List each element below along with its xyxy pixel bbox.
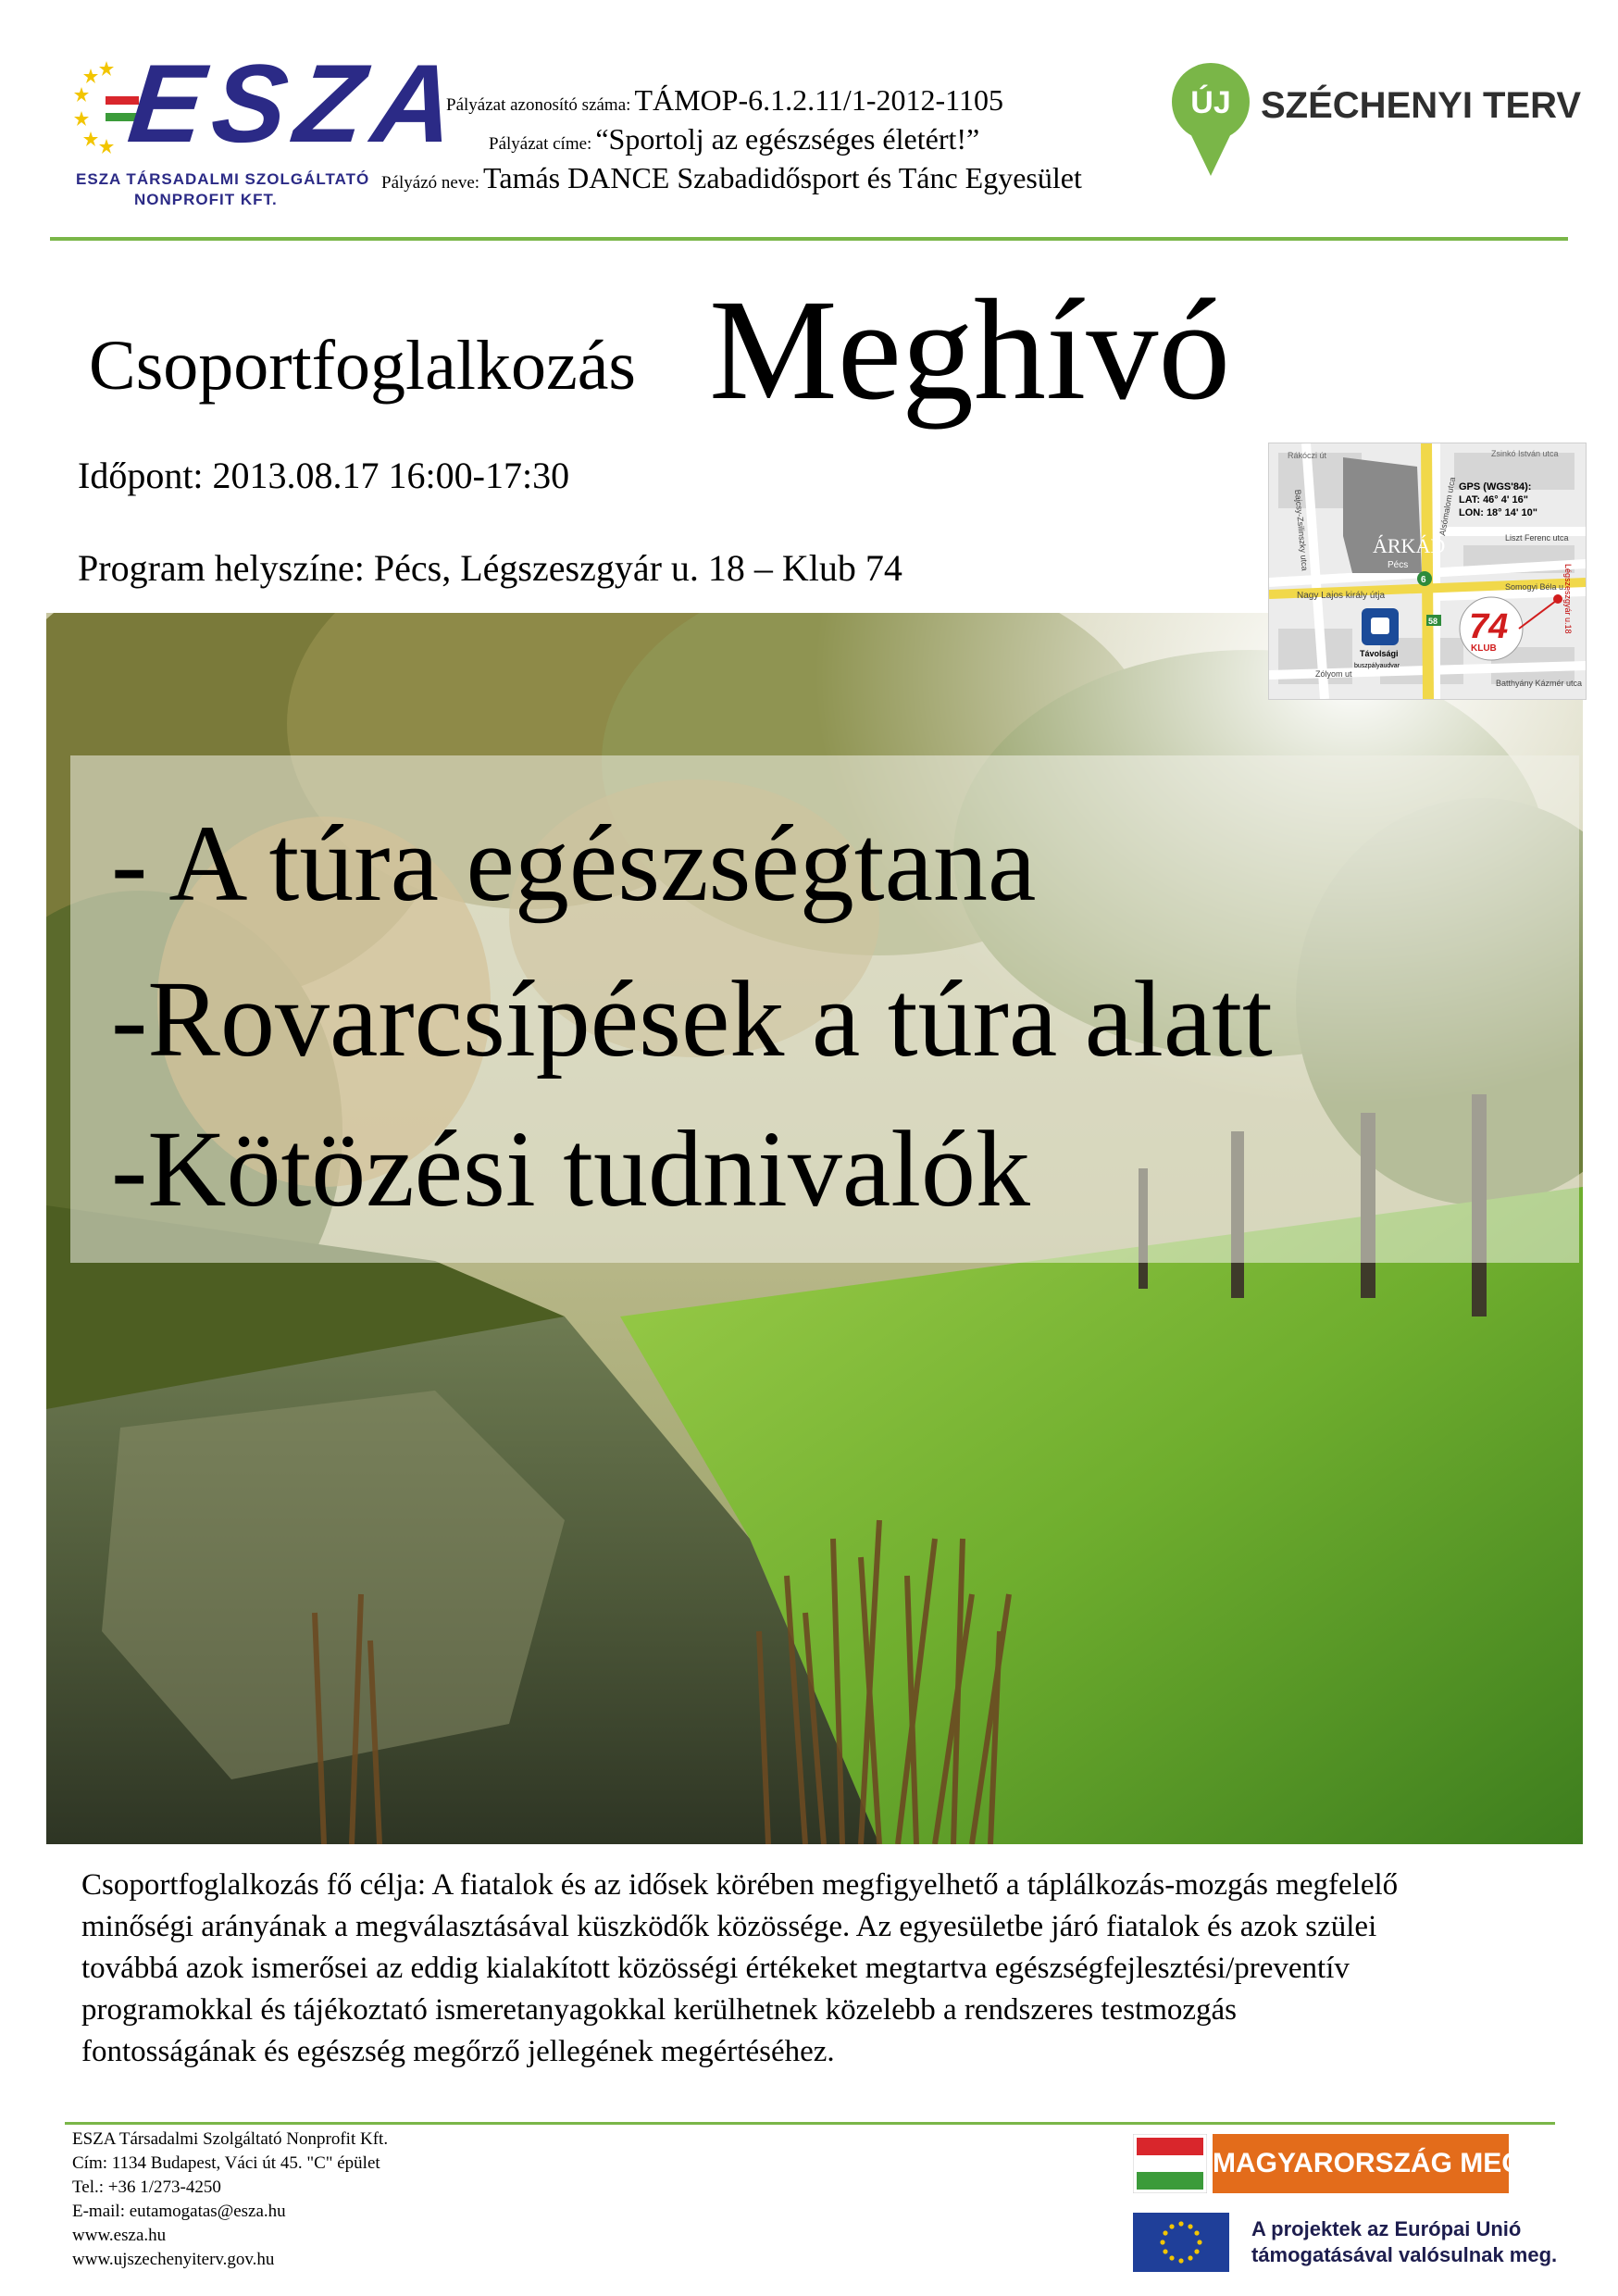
szechenyi-pin-text: ÚJ — [1190, 85, 1231, 120]
header-divider — [50, 237, 1568, 241]
title-small: Csoportfoglalkozás — [89, 327, 637, 405]
project-id-line — [446, 83, 1003, 118]
project-title-label: Pályázat címe: — [489, 134, 592, 154]
map-street-alsomalom: Alsómalom utca — [1438, 476, 1458, 537]
map-road-6: 6 — [1421, 575, 1426, 585]
esza-logo-subtitle-2: NONPROFIT KFT. — [134, 191, 278, 208]
map-street-somogyi: Somogyi Béla u. — [1505, 582, 1566, 592]
page-title: Meghívó — [709, 269, 1231, 430]
description-line: minőségi arányának a megválasztásával küszködők közössége. Az egyesületbe járó fiatalok és azok szülei — [81, 1910, 1377, 1943]
map-street-rakoczi: Rákóczi út — [1288, 451, 1327, 460]
project-title-line — [489, 122, 979, 156]
map-street-zsinko: Zsinkó István utca — [1491, 449, 1559, 458]
club-logo-number: 74 — [1469, 607, 1509, 646]
description-line: fontosságának és egészség megőrző jellegének megértéséhez. — [81, 2035, 835, 2068]
topic-item-1: - A túra egészségtana — [111, 803, 1037, 924]
applicant-label: Pályázó neve: — [381, 173, 480, 193]
map-street-zolyom: Zólyom ut — [1315, 669, 1352, 679]
map-bus-label: Távolsági — [1360, 649, 1399, 658]
esza-logo-text: ESZA — [122, 42, 470, 166]
map-road-58: 58 — [1428, 617, 1438, 626]
map-mall-sublabel: Pécs — [1388, 560, 1409, 570]
project-id-label: Pályázat azonosító száma: — [446, 95, 631, 115]
map-pin-icon — [1168, 59, 1253, 180]
location-map — [1268, 443, 1587, 700]
magyarorszag-megujul-banner: MAGYARORSZÁG MEGÚJUL — [1213, 2134, 1509, 2193]
map-gps-lon: LON: 18° 14' 10" — [1459, 507, 1537, 518]
event-time: Időpont: 2013.08.17 16:00-17:30 — [78, 455, 570, 496]
footer-website-szechenyi[interactable]: www.ujszechenyiterv.gov.hu — [72, 2250, 275, 2269]
topic-item-2: -Rovarcsípések a túra alatt — [111, 958, 1273, 1079]
description — [81, 1865, 1562, 2073]
topic-item-3: -Kötözési tudnivalók — [111, 1108, 1030, 1229]
map-street-nagy-lajos: Nagy Lajos király útja — [1297, 591, 1386, 601]
footer-website-esza[interactable]: www.esza.hu — [72, 2226, 167, 2245]
map-street-liszt: Liszt Ferenc utca — [1505, 533, 1569, 543]
eu-support-text — [1251, 2216, 1557, 2268]
eu-flag-icon — [1133, 2213, 1229, 2272]
footer-email[interactable]: E-mail: eutamogatas@esza.hu — [72, 2202, 286, 2221]
map-gps-title: GPS (WGS'84): — [1459, 481, 1532, 493]
map-street-batthyany: Batthyány Kázmér utca — [1496, 679, 1583, 688]
footer-org-name: ESZA Társadalmi Szolgáltató Nonprofit Kft. — [72, 2129, 389, 2149]
description-line: Csoportfoglalkozás fő célja: A fiatalok és az idősek körében megfigyelhető a táplálkozás-mozgás megfelelő — [81, 1868, 1399, 1902]
footer-phone: Tel.: +36 1/273-4250 — [72, 2177, 221, 2197]
hungarian-flag-icon — [1133, 2134, 1207, 2193]
footer-contact — [72, 2128, 388, 2272]
map-street-legszeszgyar: Légszeszgyár u.18 — [1563, 564, 1573, 634]
project-id-value: TÁMOP-6.1.2.11/1-2012-1105 — [634, 83, 1003, 117]
topics-panel — [70, 755, 1579, 1263]
map-mall-label: ÁRKÁD — [1373, 534, 1446, 557]
description-line: továbbá azok ismerősei az eddig kialakított közösségi értékeket megtartva egészségfejlesztési/preventív — [81, 1952, 1350, 1985]
club-logo-word: KLUB — [1471, 643, 1497, 654]
applicant-line — [381, 161, 1082, 195]
eu-support-line-2: támogatásával valósulnak meg. — [1251, 2243, 1558, 2266]
eu-support-line-1: A projektek az Európai Unió — [1251, 2217, 1522, 2240]
event-location: Program helyszíne: Pécs, Légszeszgyár u. 18 – Klub 74 — [78, 547, 902, 589]
description-line: programokkal és tájékoztató ismeretanyagokkal kerülhetnek közelebb a rendszeres testmozgás — [81, 1993, 1238, 2027]
map-street-bajcsy: Bajcsy-Zsilinszky utca — [1293, 489, 1310, 571]
szechenyi-terv-logo-text: SZÉCHENYI TERV — [1261, 85, 1581, 126]
map-bus-sublabel: buszpályaudvar — [1354, 663, 1400, 669]
location-marker-icon — [1553, 594, 1562, 604]
project-title-value: “Sportolj az egészséges életért!” — [595, 122, 980, 156]
footer-divider — [65, 2122, 1555, 2125]
esza-logo-subtitle: ESZA TÁRSADALMI SZOLGÁLTATÓ — [76, 170, 370, 188]
applicant-value: Tamás DANCE Szabadidősport és Tánc Egyesület — [483, 161, 1082, 194]
map-gps-lat: LAT: 46° 4' 16" — [1459, 494, 1528, 505]
footer-address: Cím: 1134 Budapest, Váci út 45. "C" épület — [72, 2153, 380, 2173]
